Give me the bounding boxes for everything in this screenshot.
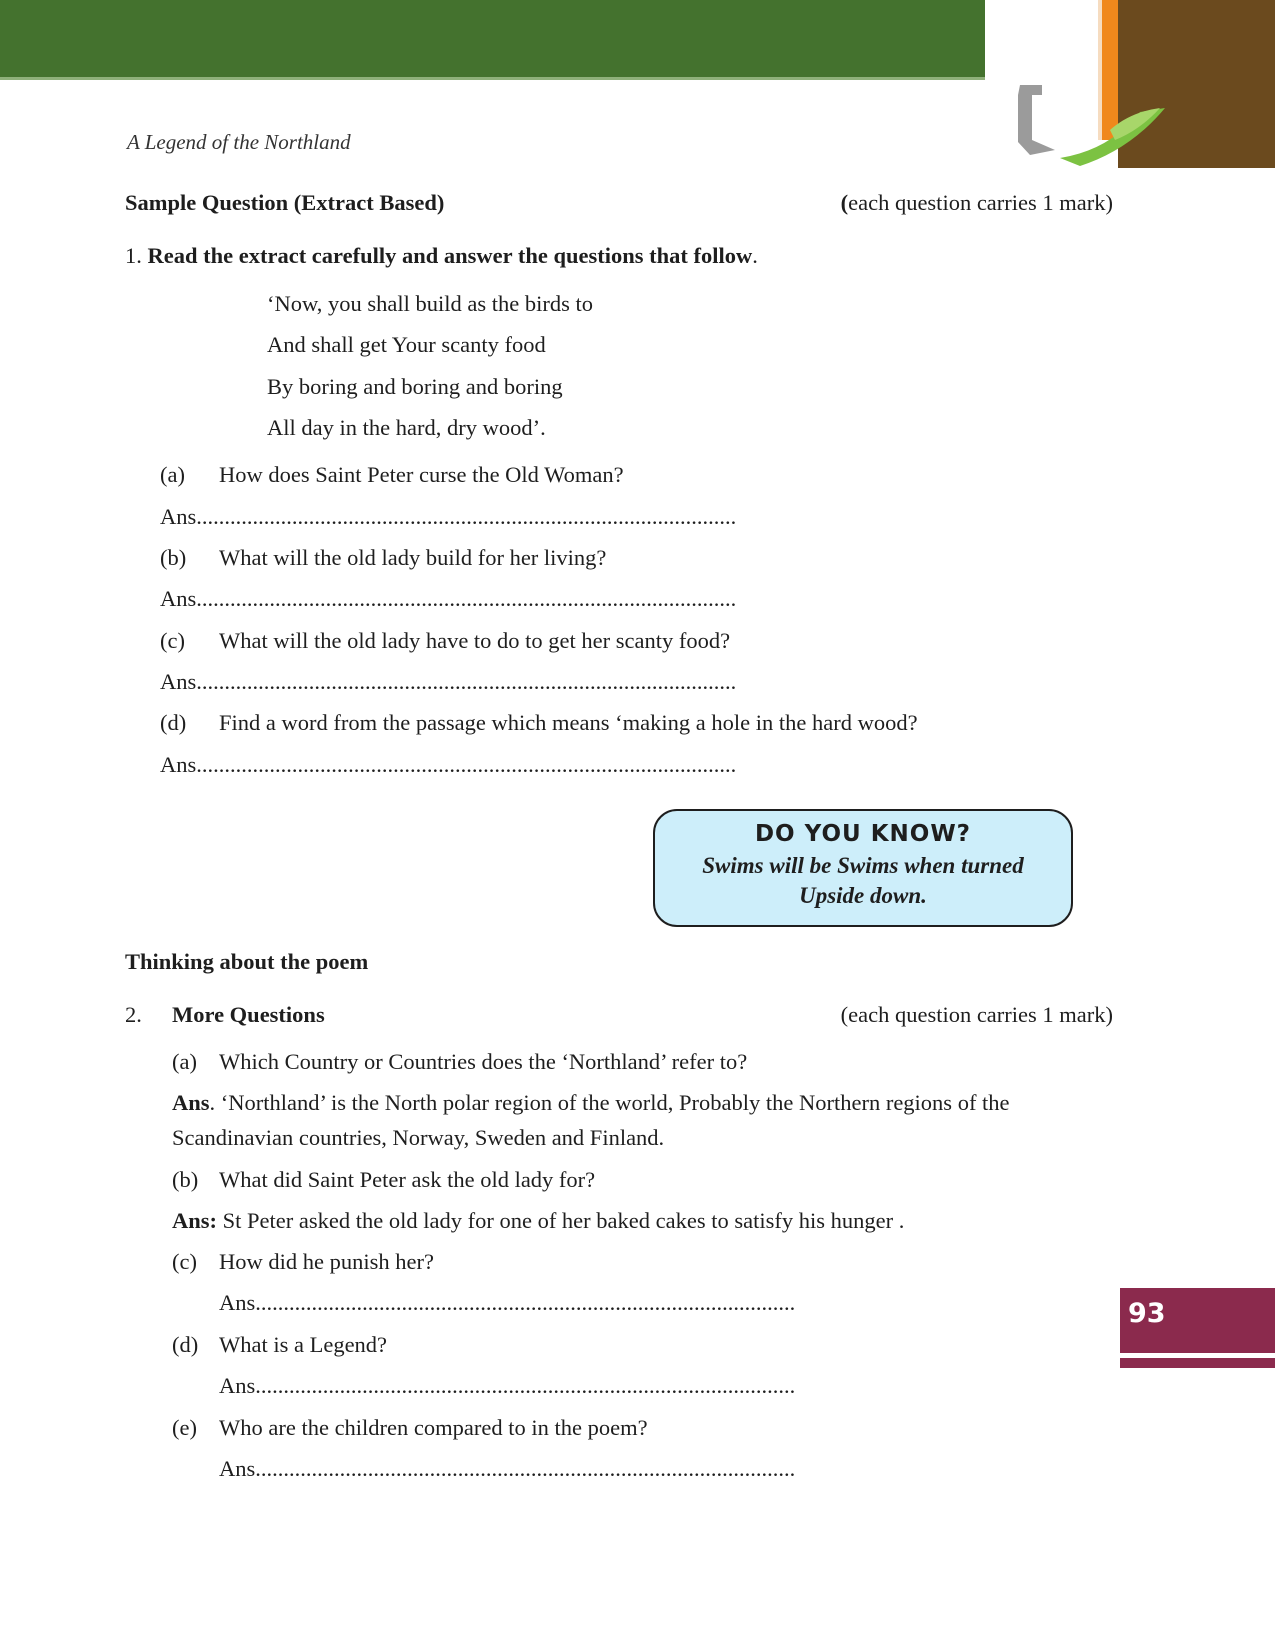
poem-line: By boring and boring and boring — [267, 374, 563, 399]
question-number: 2. — [125, 1002, 142, 1027]
header-band-rule — [0, 77, 985, 80]
question-label: (c) — [160, 628, 185, 653]
question-text: Find a word from the passage which means ‘making a hole in the hard wood? — [219, 710, 918, 735]
question-label: (a) — [160, 462, 185, 487]
question-text: What will the old lady have to do to get her scanty food? — [219, 628, 731, 653]
poem-line: ‘Now, you shall build as the birds to — [267, 291, 594, 316]
did-you-know-body — [655, 851, 1071, 911]
question-text: How did he punish her? — [219, 1249, 434, 1274]
question-text: Who are the children compared to in the poem? — [219, 1415, 648, 1440]
page-number-bar — [1120, 1358, 1275, 1368]
answer-line: Ans................................................................................................ — [219, 1373, 796, 1398]
question-text: How does Saint Peter curse the Old Woman? — [219, 462, 624, 487]
answer-line: Ans................................................................................................ — [160, 586, 737, 611]
question-label: (d) — [160, 710, 187, 735]
answer-line: Ans................................................................................................ — [219, 1290, 796, 1315]
question-label: (b) — [172, 1167, 199, 1192]
answer-label: Ans — [172, 1090, 210, 1115]
instruction-text: Read the extract carefully and answer the questions that follow — [147, 243, 753, 268]
question-label: (e) — [172, 1415, 197, 1440]
answer-line: Ans................................................................................................ — [160, 504, 737, 529]
answer-text — [172, 1206, 904, 1236]
did-you-know-line: Upside down. — [799, 883, 927, 908]
instruction-end: . — [752, 243, 758, 268]
page-number: 93 — [1128, 1298, 1166, 1329]
answer-line-text: . ‘Northland’ is the North polar region of the world, Probably the Northern regions of the — [209, 1090, 1010, 1115]
marks-note: (each question carries 1 mark) — [840, 1002, 1113, 1027]
marks-note — [841, 188, 1113, 218]
running-title: A Legend of the Northland — [127, 130, 351, 154]
question-label: (d) — [172, 1332, 199, 1357]
question-number: 1. — [125, 243, 142, 268]
question-label: (a) — [172, 1049, 197, 1074]
answer-text — [172, 1088, 1122, 1153]
poem-line: All day in the hard, dry wood’. — [267, 415, 546, 440]
question-text: What did Saint Peter ask the old lady for? — [219, 1167, 596, 1192]
did-you-know-line: Swims will be Swims when turned — [702, 853, 1024, 878]
answer-line-text: St Peter asked the old lady for one of her baked cakes to satisfy his hunger . — [217, 1208, 905, 1233]
did-you-know-title: DO YOU KNOW? — [754, 821, 972, 847]
question-text: What is a Legend? — [219, 1332, 388, 1357]
poem-line: And shall get Your scanty food — [267, 332, 546, 357]
instruction — [125, 241, 758, 271]
question-label: (b) — [160, 545, 187, 570]
answer-line: Ans................................................................................................ — [160, 669, 737, 694]
section-heading: Thinking about the poem — [125, 949, 369, 974]
answer-line-text: Scandinavian countries, Norway, Sweden and Finland. — [172, 1125, 665, 1150]
did-you-know-box — [653, 809, 1073, 927]
question-text: Which Country or Countries does the ‘Northland’ refer to? — [219, 1049, 748, 1074]
marks-note-text: each question carries 1 mark) — [848, 190, 1113, 215]
question-label: (c) — [172, 1249, 197, 1274]
section-title: Sample Question (Extract Based) — [125, 190, 445, 215]
header-band — [0, 0, 985, 77]
answer-label: Ans: — [172, 1208, 218, 1233]
answer-line: Ans................................................................................................ — [219, 1456, 796, 1481]
header-decoration-icon — [990, 0, 1275, 170]
section-title: More Questions — [172, 1002, 325, 1027]
question-text: What will the old lady build for her living? — [219, 545, 607, 570]
answer-line: Ans................................................................................................ — [160, 752, 737, 777]
marks-paren: ( — [840, 190, 849, 215]
